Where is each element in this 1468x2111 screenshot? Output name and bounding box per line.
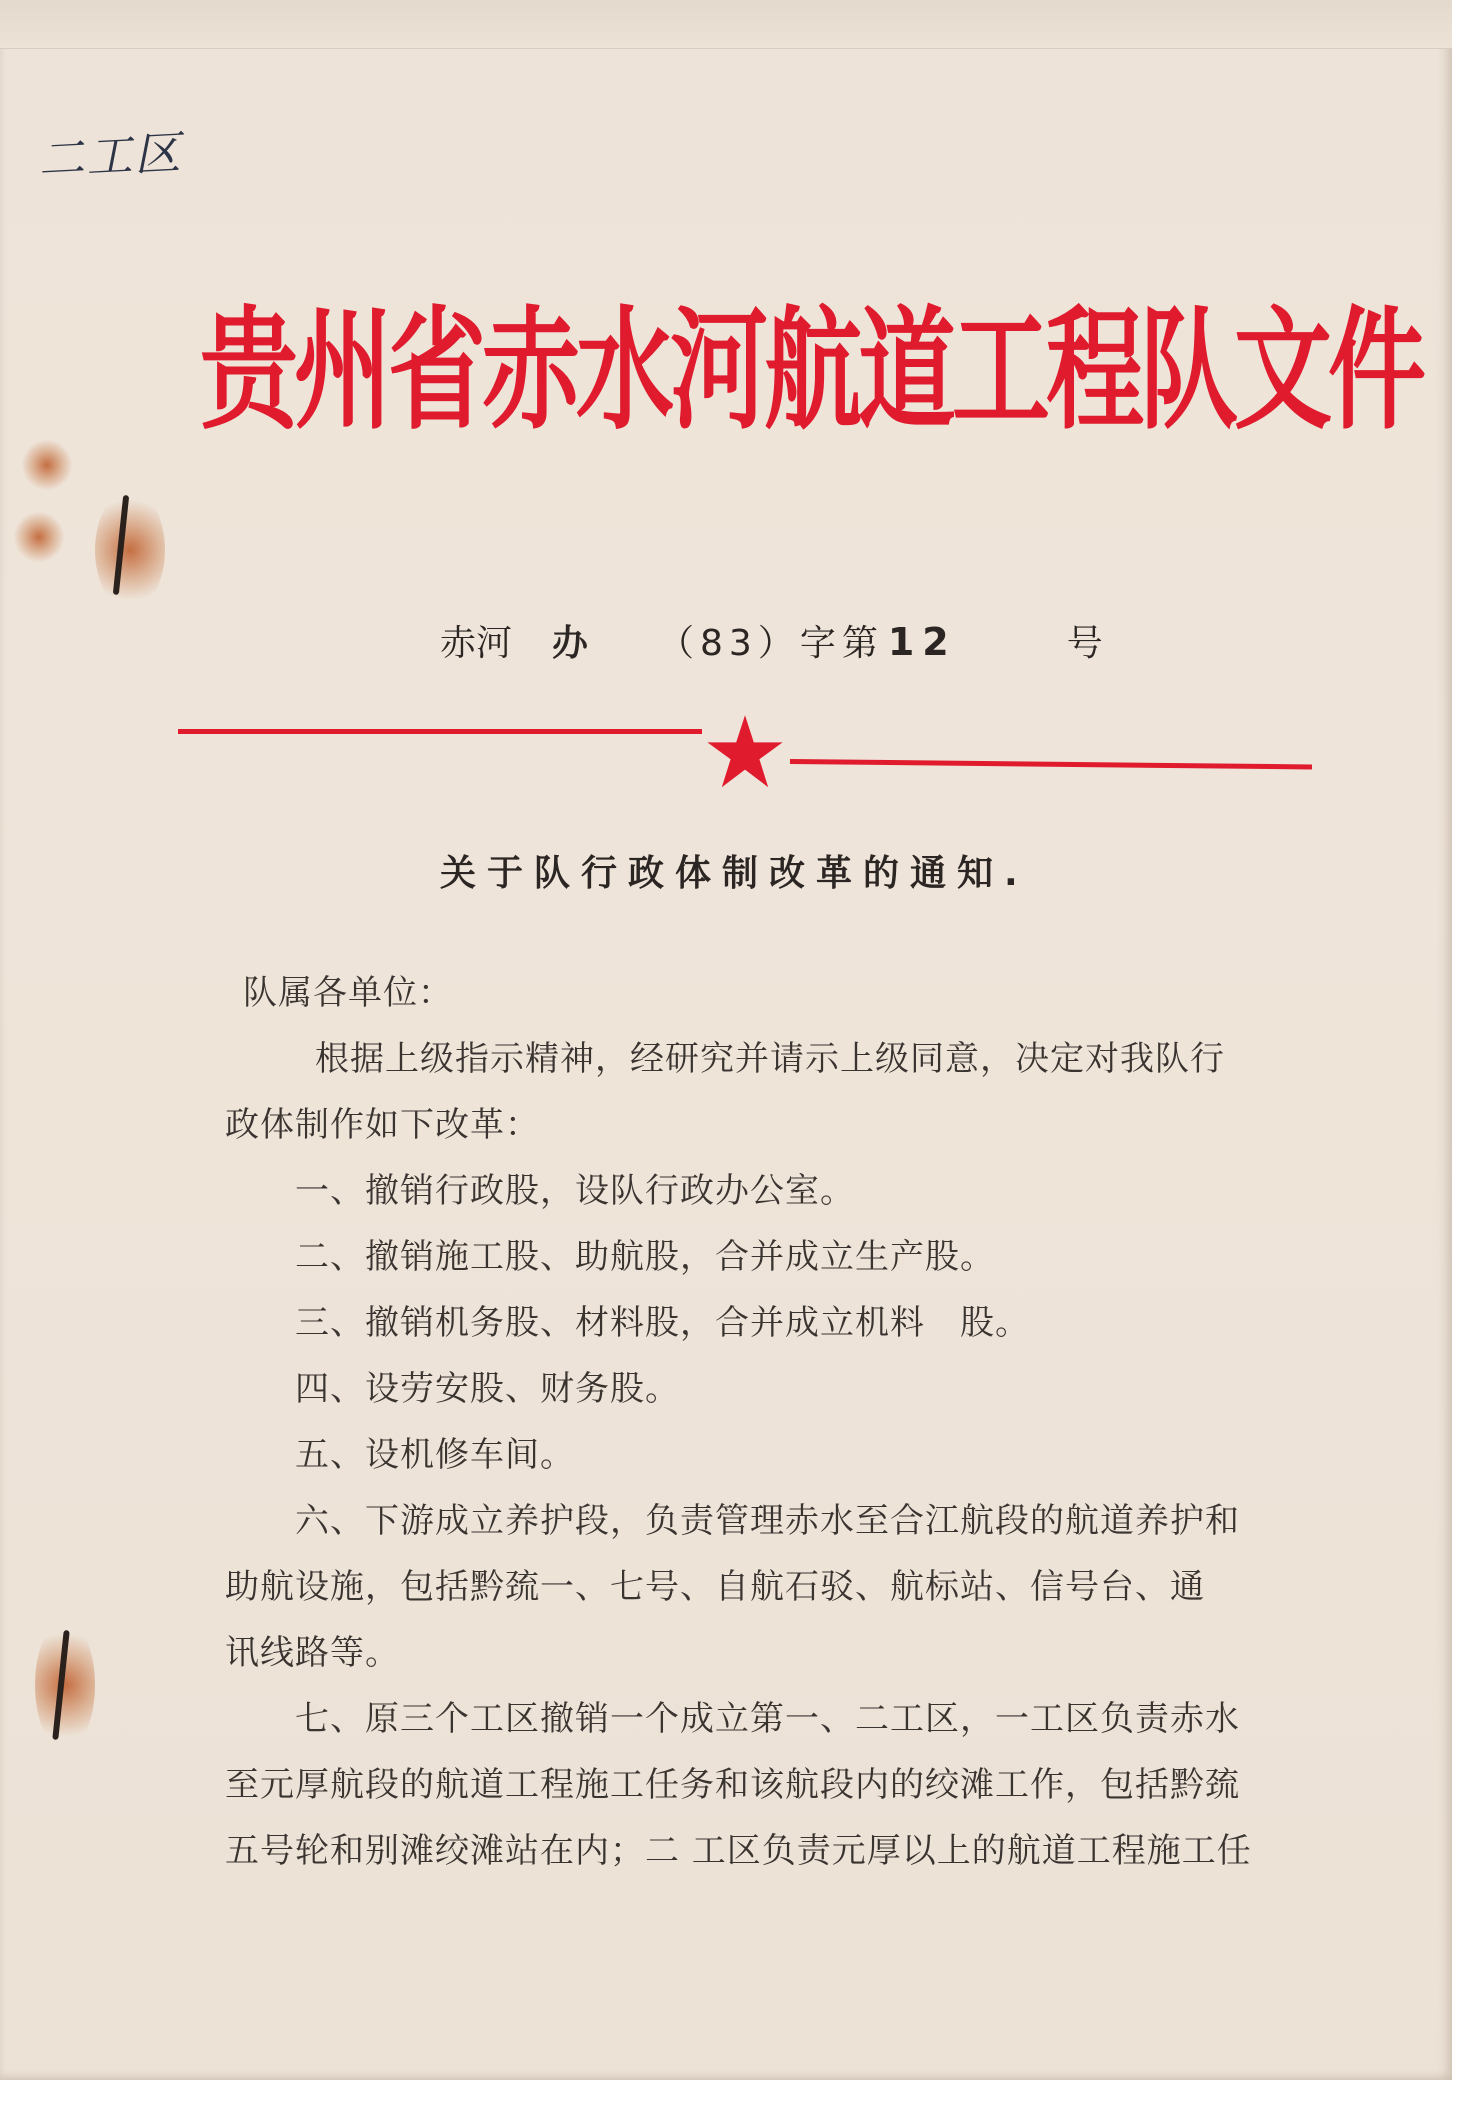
rust-stain — [22, 440, 72, 490]
doc-number-office: 办 — [552, 623, 589, 664]
paper-top-edge — [0, 0, 1452, 49]
intro-line: 政体制作如下改革： — [225, 1105, 540, 1145]
rust-stain — [14, 512, 64, 562]
document-number — [440, 615, 1200, 666]
red-divider-left — [178, 729, 702, 734]
list-item: 六、下游成立养护段，负责管理赤水至合江航段的航道养护和 — [295, 1501, 1240, 1541]
rust-stain — [95, 490, 165, 610]
list-item: 二、撤销施工股、助航股，合并成立生产股。 — [295, 1237, 995, 1277]
doc-number-prefix: 赤河 — [440, 623, 513, 664]
list-item-continuation: 助航设施，包括黔巯一、七号、自航石驳、航标站、信号台、通 — [225, 1567, 1205, 1607]
red-divider-right — [790, 759, 1312, 769]
doc-number-serial: 12 — [887, 620, 957, 664]
notice-body — [215, 960, 1275, 1884]
list-item-continuation: 五号轮和别滩绞滩站在内；二 工区负责元厚以上的航道工程施工任 — [225, 1831, 1252, 1871]
red-star-icon — [705, 712, 785, 792]
doc-number-year: （83）字第 — [658, 623, 884, 664]
list-item: 五、设机修车间。 — [295, 1435, 575, 1475]
list-item: 三、撤销机务股、材料股，合并成立机料 股。 — [295, 1303, 1030, 1343]
notice-title: 关于队行政体制改革的通知. — [440, 853, 1029, 894]
list-item: 七、原三个工区撤销一个成立第一、二工区，一工区负责赤水 — [295, 1699, 1240, 1739]
list-item-continuation: 讯线路等。 — [225, 1633, 400, 1673]
handwritten-note: 二工区 — [36, 125, 184, 187]
letterhead-title: 贵州省赤水河航道工程队文件 — [200, 294, 1423, 449]
doc-number-suffix: 号 — [1066, 623, 1103, 664]
list-item: 四、设劳安股、财务股。 — [295, 1369, 680, 1409]
intro-line: 根据上级指示精神，经研究并请示上级同意，决定对我队行 — [315, 1039, 1225, 1079]
list-item-continuation: 至元厚航段的航道工程施工任务和该航段内的绞滩工作，包括黔巯 — [225, 1765, 1240, 1805]
salutation: 队属各单位： — [243, 973, 453, 1013]
list-item: 一、撤销行政股，设队行政办公室。 — [295, 1171, 855, 1211]
